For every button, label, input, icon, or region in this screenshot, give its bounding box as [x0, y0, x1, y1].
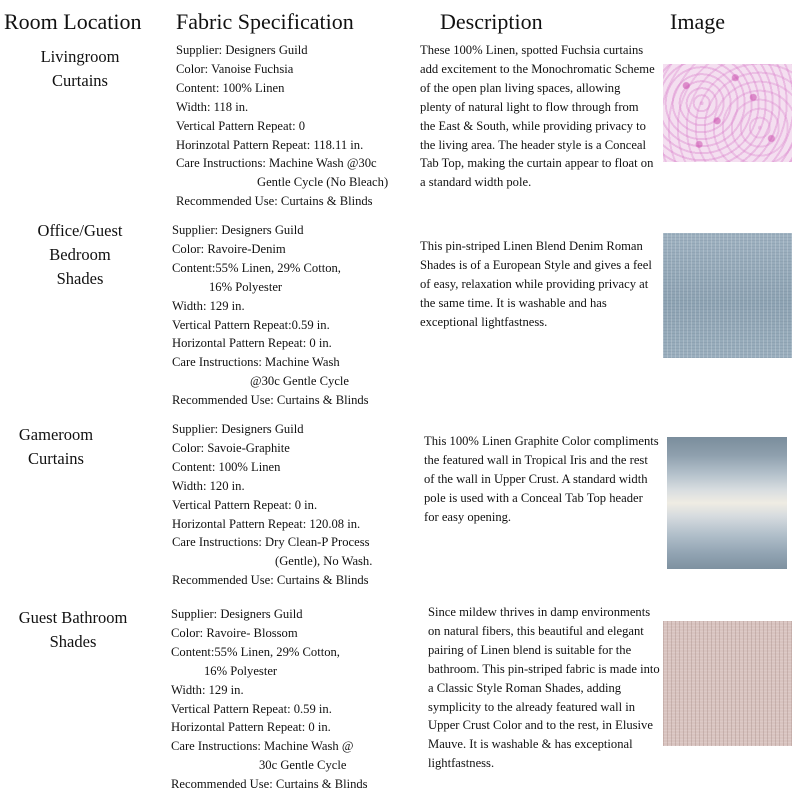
fabric-swatch-savoie-graphite: [667, 437, 787, 569]
spec-line: 16% Polyester: [209, 279, 283, 294]
room-label-line: Curtains: [52, 71, 108, 90]
room-label-line: Gameroom: [18, 425, 94, 444]
spec-line: Care Instructions: Dry Clean-P Process: [172, 535, 370, 550]
header-fabric-specification: Fabric Specification: [176, 9, 354, 34]
spec-line: Recommended Use: Curtains & Blinds: [171, 777, 368, 792]
spec-line: Content:55% Linen, 29% Cotton,: [172, 260, 341, 275]
spec-line: (Gentle), No Wash.: [275, 554, 373, 569]
spec-line: Color: Ravoire- Blossom: [171, 625, 298, 640]
header-room-location: Room Location: [4, 9, 142, 34]
spec-line: Color: Vanoise Fuchsia: [176, 61, 294, 76]
room-label-line: Shades: [49, 632, 97, 651]
spec-line: Supplier: Designers Guild: [172, 422, 304, 436]
spec-line: Width: 129 in.: [171, 682, 244, 697]
spec-line: Width: 118 in.: [176, 99, 249, 114]
room-location-livingroom: [0, 45, 160, 93]
description-guest-bathroom: Since mildew thrives in damp environments on natural fibers, this beautiful and elegant pairing of Linen blend is suitable for the bathroom. This pin-striped fabric is made into a Classic Style Roman Shades, adding symplicity to the already featured wall in Upper Crust Color and to the rest, in Elusive Mauve. It is washable & has exceptional lightfastness.: [428, 605, 660, 771]
spec-line: Recommended Use: Curtains & Blinds: [172, 393, 369, 408]
room-label-line: Livingroom: [40, 47, 120, 66]
spec-line: Horizontal Pattern Repeat: 120.08 in.: [172, 516, 361, 531]
room-location-guest-bathroom: [0, 606, 153, 654]
room-location-office-guest-bedroom: [0, 219, 180, 291]
spec-line: Vertical Pattern Repeat: 0: [176, 118, 306, 133]
fabric-spec-guest-bathroom: [171, 605, 368, 794]
room-label-line: Bedroom: [49, 245, 111, 264]
spec-line: Vertical Pattern Repeat: 0.59 in.: [171, 701, 332, 716]
fabric-swatch-ravoire-denim: [663, 233, 792, 358]
header-image: Image: [670, 9, 725, 34]
spec-line: Supplier: Designers Guild: [172, 223, 304, 237]
spec-line: Recommended Use: Curtains & Blinds: [176, 194, 373, 209]
spec-line: @30c Gentle Cycle: [250, 374, 350, 389]
fabric-spec-gameroom: [172, 420, 372, 590]
spec-line: Horizontal Pattern Repeat: 0 in.: [171, 720, 331, 735]
spec-line: Supplier: Designers Guild: [171, 607, 303, 621]
spec-line: Width: 120 in.: [172, 478, 245, 493]
room-label-line: Shades: [56, 269, 104, 288]
room-label-line: Office/Guest: [37, 221, 123, 240]
spec-line: Vertical Pattern Repeat:0.59 in.: [172, 317, 330, 332]
fabric-swatch-ravoire-blossom: [663, 621, 792, 746]
spec-line: Vertical Pattern Repeat: 0 in.: [172, 497, 318, 512]
fabric-spec-livingroom: [176, 41, 388, 211]
room-label-line: Curtains: [28, 449, 84, 468]
description-gameroom: This 100% Linen Graphite Color compliments the featured wall in Tropical Iris and the rest of the wall in Upper Crust. A standard width pole is used with a Conceal Tab Top header for easy opening.: [424, 434, 659, 524]
description-livingroom: These 100% Linen, spotted Fuchsia curtains add excitement to the Monochromatic Scheme of the open plan living spaces, allowing plenty of natural light to flow through from the East & South, while providing privacy to the living area. The header style is a Conceal Tab Top, making the curtain appear to float on a standard width pole.: [420, 43, 655, 190]
header-description: Description: [440, 9, 543, 34]
description-office: This pin-striped Linen Blend Denim Roman Shades is of a European Style and gives a feel of easy, relaxation while providing privacy at the same time. It is washable and has exceptional lightfastness.: [420, 239, 652, 329]
spec-line: Care Instructions: Machine Wash @30c: [176, 156, 377, 171]
spec-line: Content:55% Linen, 29% Cotton,: [171, 644, 340, 659]
spec-line: Gentle Cycle (No Bleach): [257, 175, 389, 190]
room-label-line: Guest Bathroom: [18, 608, 128, 627]
spec-line: 30c Gentle Cycle: [259, 758, 347, 773]
spec-line: 16% Polyester: [204, 663, 278, 678]
spec-line: Care Instructions: Machine Wash: [172, 355, 340, 370]
spec-line: Recommended Use: Curtains & Blinds: [172, 573, 369, 588]
fabric-spec-office: [172, 221, 369, 410]
spec-line: Horinzotal Pattern Repeat: 118.11 in.: [176, 137, 364, 152]
spec-line: Supplier: Designers Guild: [176, 43, 308, 57]
spec-line: Color: Ravoire-Denim: [172, 241, 286, 256]
spec-line: Horizontal Pattern Repeat: 0 in.: [172, 336, 332, 351]
spec-line: Care Instructions: Machine Wash @: [171, 739, 354, 754]
fabric-swatch-vanoise-fuchsia: [663, 64, 792, 162]
spec-line: Color: Savoie-Graphite: [172, 440, 290, 455]
spec-line: Width: 129 in.: [172, 298, 245, 313]
spec-line: Content: 100% Linen: [172, 459, 281, 474]
spec-line: Content: 100% Linen: [176, 80, 285, 95]
room-location-gameroom: [0, 423, 136, 471]
